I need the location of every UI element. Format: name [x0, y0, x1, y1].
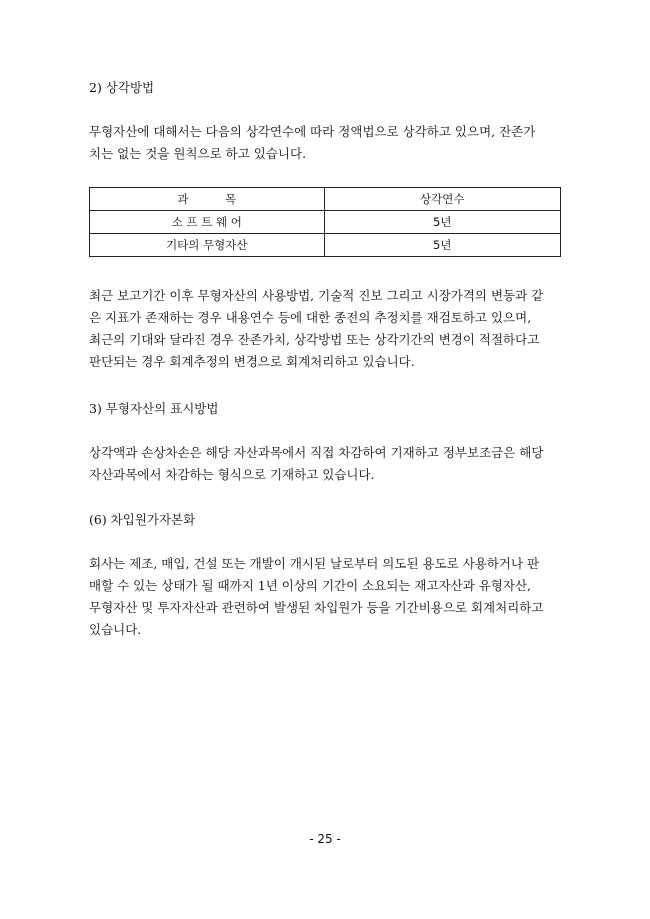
paragraph-line: 은 지표가 존재하는 경우 내용연수 등에 대한 종전의 추정치를 재검토하고 있으며, — [89, 310, 532, 325]
paragraph-line: 최근 보고기간 이후 무형자산의 사용방법, 기술적 진보 그리고 시장가격의 변동과 같 — [89, 288, 544, 303]
cell-subject: 소 프 트 웨 어 — [90, 211, 325, 234]
paragraph-line: 자산과목에서 차감하는 형식으로 기재하고 있습니다. — [89, 467, 375, 482]
table-row — [90, 211, 561, 234]
section-heading-presentation: 3) 무형자산의 표시방법 — [89, 401, 219, 416]
section-heading-amortization-method: 2) 상각방법 — [89, 80, 155, 95]
paragraph-presentation — [89, 442, 564, 486]
paragraph-line: 있습니다. — [89, 622, 142, 637]
cell-useful-life: 5년 — [324, 234, 560, 257]
paragraph-borrowing-costs — [89, 553, 564, 641]
section-heading-borrowing-costs: (6) 차입원가자본화 — [89, 512, 196, 527]
paragraph-line: 판단되는 경우 회계추정의 변경으로 회계처리하고 있습니다. — [89, 354, 415, 369]
paragraph-line: 무형자산 및 투자자산과 관련하여 발생된 차입원가 등을 기간비용으로 회계처리하고 — [89, 600, 544, 615]
paragraph-line: 무형자산에 대해서는 다음의 상각연수에 따라 정액법으로 상각하고 있으며, 잔존가 — [89, 124, 536, 139]
paragraph-review — [89, 285, 564, 373]
table-header-row — [90, 188, 561, 211]
paragraph-line: 회사는 제조, 매입, 건설 또는 개발이 개시된 날로부터 의도된 용도로 사용하거나 판 — [89, 556, 540, 571]
header-subject: 과 목 — [90, 188, 325, 211]
paragraph-line: 매할 수 있는 상태가 될 때까지 1년 이상의 기간이 소요되는 재고자산과 유형자산, — [89, 578, 532, 593]
paragraph-line: 상각액과 손상차손은 해당 자산과목에서 직접 차감하여 기재하고 정부보조금은 해당 — [89, 445, 544, 460]
paragraph-line: 최근의 기대와 달라진 경우 잔존가치, 상각방법 또는 상각기간의 변경이 적절하다고 — [89, 332, 540, 347]
header-useful-life: 상각연수 — [324, 188, 560, 211]
table-row — [90, 234, 561, 257]
paragraph-amortization — [89, 121, 564, 165]
cell-subject: 기타의 무형자산 — [90, 234, 325, 257]
cell-useful-life: 5년 — [324, 211, 560, 234]
paragraph-line: 치는 없는 것을 원칙으로 하고 있습니다. — [89, 146, 307, 161]
page-number: - 25 - — [309, 832, 341, 846]
amortization-table — [89, 187, 561, 257]
